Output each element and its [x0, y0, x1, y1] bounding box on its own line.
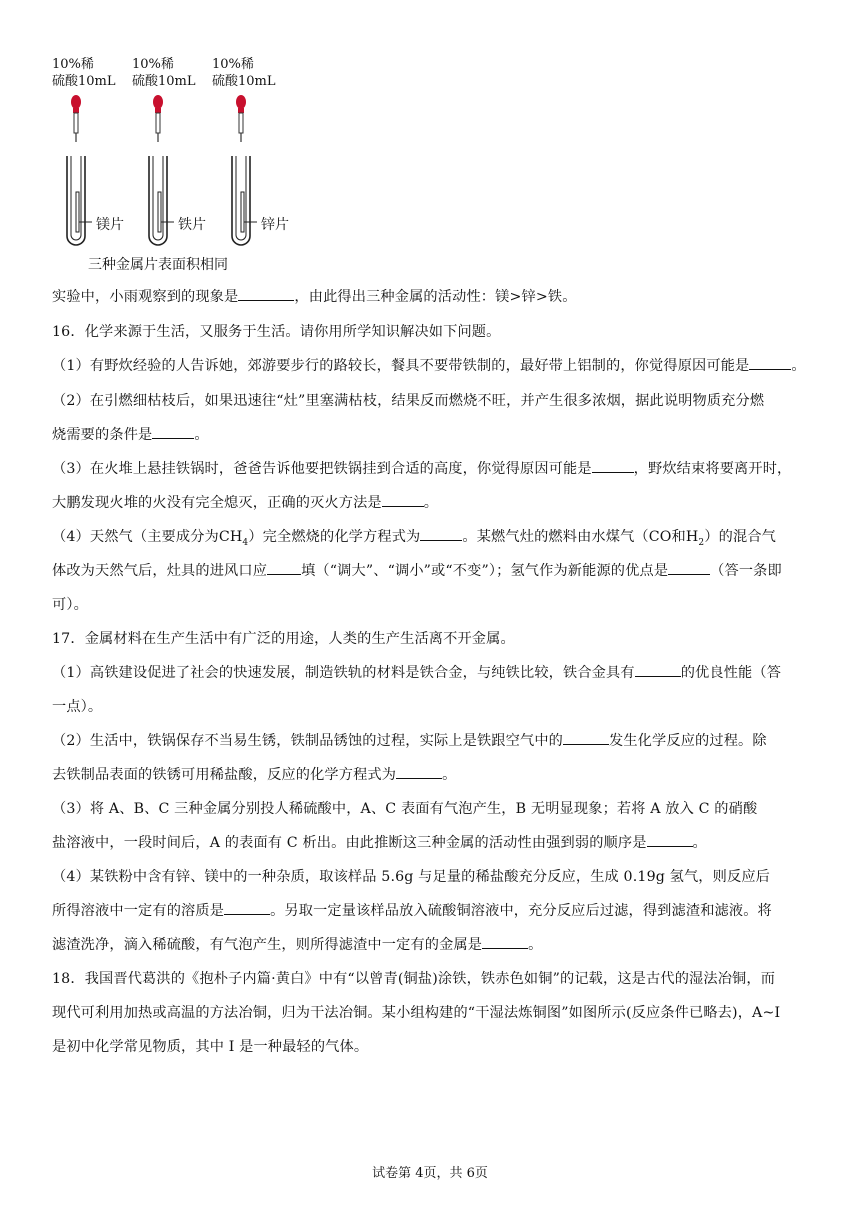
- reagent-label-3: 10%稀 硫酸10mL: [212, 57, 276, 89]
- answer-blank[interactable]: [749, 355, 791, 370]
- answer-blank[interactable]: [224, 900, 270, 915]
- answer-blank[interactable]: [238, 286, 294, 301]
- metal-label-zinc: 锌片: [261, 217, 289, 233]
- q17-part1-line1: （1）高铁建设促进了社会的快速发展，制造铁轨的材料是铁合金，与纯铁比较，铁合金具有 的优良性能（答: [52, 662, 812, 682]
- q15-conclusion: 实验中，小雨观察到的现象是 ，由此得出三种金属的活动性：镁>锌>铁。: [52, 286, 812, 306]
- dropper-icon: [71, 95, 81, 142]
- q16-part2-line1: （2）在引燃细枯枝后，如果迅速往“灶”里塞满枯枝，结果反而燃烧不旺，并产生很多浓烟，据此说明物质充分燃: [52, 393, 765, 409]
- q17-part1-line2: 一点）。: [52, 699, 103, 715]
- q17-part2-line1: （2）生活中，铁锅保存不当易生锈，铁制品锈蚀的过程，实际上是铁跟空气中的 发生化学反应的过程。除: [52, 730, 812, 750]
- q17-title: 17．金属材料在生产生活中有广泛的用途，人类的生产生活离不开金属。: [52, 631, 515, 647]
- q16-part4-line3: 可）。: [52, 597, 88, 613]
- answer-blank[interactable]: [396, 764, 442, 779]
- q17-part4-line1: （4）某铁粉中含有锌、镁中的一种杂质，取该样品 5.6g 与足量的稀盐酸充分反应，生成 0.19g 氢气，则反应后: [52, 869, 770, 885]
- q17-part4-line2: 所得溶液中一定有的溶质是 。另取一定量该样品放入硫酸铜溶液中，充分反应后过滤，得到滤渣和滤液。将: [52, 900, 812, 920]
- metal-label-iron: 铁片: [178, 217, 206, 233]
- q16-part3-line1: （3）在火堆上悬挂铁锅时，爸爸告诉他要把铁锅挂到合适的高度，你觉得原因可能是 ，野炊结束将要离开时，: [52, 458, 812, 478]
- dropper-icon: [236, 95, 246, 142]
- page-footer: 试卷第 4页，共 6页: [372, 1166, 488, 1181]
- metal-label-magnesium: 镁片: [96, 217, 124, 233]
- answer-blank[interactable]: [152, 424, 194, 439]
- q17-part3-line1: （3）将 A、B、C 三种金属分别投人稀硫酸中，A、C 表面有气泡产生，B 无明显现象；若将 A 放入 C 的硝酸: [52, 801, 758, 817]
- q16-part2-line2: 烧需要的条件是 。: [52, 424, 812, 444]
- q16-part3-line2: 大鹏发现火堆的火没有完全熄灭，正确的灭火方法是 。: [52, 492, 812, 512]
- q16-title: 16．化学来源于生活，又服务于生活。请你用所学知识解决如下问题。: [52, 324, 501, 340]
- test-tube-icon: [232, 156, 257, 245]
- q17-part4-line3: 滤渣洗净，滴入稀硫酸，有气泡产生，则所得滤渣中一定有的金属是 。: [52, 934, 812, 954]
- test-tube-figure: [48, 52, 308, 274]
- answer-blank[interactable]: [482, 934, 528, 949]
- answer-blank[interactable]: [420, 526, 462, 541]
- answer-blank[interactable]: [563, 730, 609, 745]
- answer-blank[interactable]: [267, 560, 301, 575]
- q16-part1: （1）有野炊经验的人告诉她，郊游要步行的路较长，餐具不要带铁制的，最好带上铝制的，你觉得原因可能是 。: [52, 355, 812, 375]
- reagent-label-2: 10%稀 硫酸10mL: [132, 57, 196, 89]
- test-tube-icon: [149, 156, 174, 245]
- reagent-label-1: 10%稀 硫酸10mL: [52, 57, 116, 89]
- q16-part4-line1: （4）天然气（主要成分为$CH_4$）完全燃烧的化学方程式为 。某燃气灶的燃料由水煤气（CO和$H_2$）的混合气: [52, 526, 812, 548]
- q16-part4-line2: 体改为天然气后，灶具的进风口应 填（“调大”、“调小”或“不变”）；氢气作为新能源的优点是 （答一条即: [52, 560, 812, 580]
- answer-blank[interactable]: [382, 492, 424, 507]
- answer-blank[interactable]: [592, 458, 634, 473]
- answer-blank[interactable]: [635, 662, 681, 677]
- answer-blank[interactable]: [647, 832, 693, 847]
- dropper-icon: [153, 95, 163, 142]
- q17-part2-line2: 去铁制品表面的铁锈可用稀盐酸，反应的化学方程式为 。: [52, 764, 812, 784]
- q17-part3-line2: 盐溶液中，一段时间后，A 的表面有 C 析出。由此推断这三种金属的活动性由强到弱的顺序是 。: [52, 832, 812, 852]
- test-tube-icon: [67, 156, 92, 245]
- figure-caption: 三种金属片表面积相同: [88, 257, 228, 273]
- answer-blank[interactable]: [668, 560, 710, 575]
- q18-line3: 是初中化学常见物质，其中 I 是一种最轻的气体。: [52, 1039, 369, 1055]
- q18-line1: 18．我国晋代葛洪的《抱朴子内篇·黄白》中有“以曾青(铜盐)涂铁，铁赤色如铜”的记载，这是古代的湿法冶铜，而: [52, 971, 776, 987]
- q18-line2: 现代可利用加热或高温的方法冶铜，归为干法冶铜。某小组构建的“干湿法炼铜图”如图所示(反应条件已略去)，A~I: [52, 1005, 781, 1021]
